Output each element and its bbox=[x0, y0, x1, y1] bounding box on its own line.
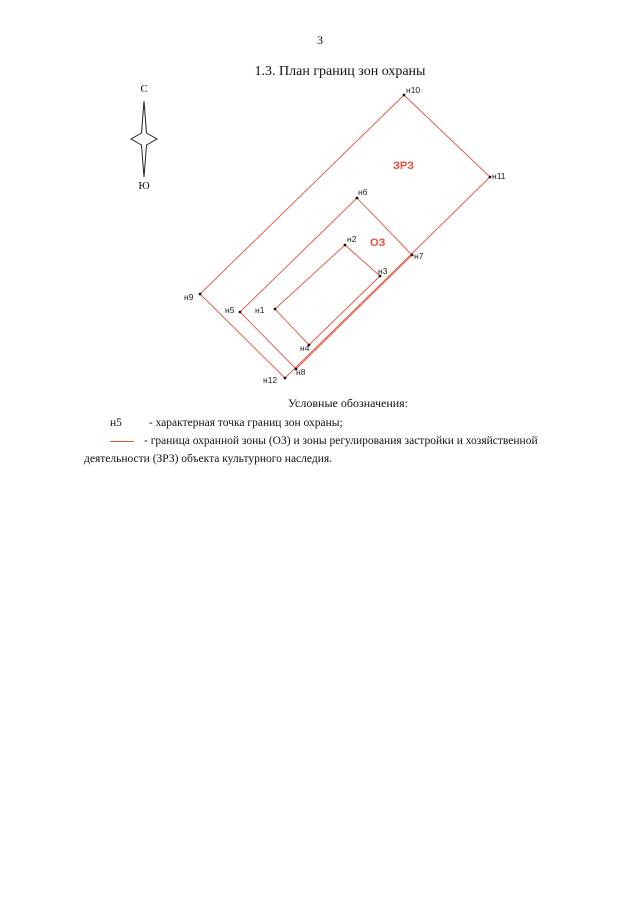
legend-line-desc-1: - граница охранной зоны (ОЗ) и зоны регулирования застройки и хозяйственной bbox=[144, 435, 538, 447]
zone-boundary-plan bbox=[0, 0, 640, 400]
point-label-n11: н11 bbox=[492, 171, 506, 181]
zone-label-oz: ОЗ bbox=[370, 237, 386, 249]
legend-point-row bbox=[110, 415, 343, 431]
point-label-n9: н9 bbox=[184, 292, 194, 302]
zone-label-zrz: ЗРЗ bbox=[393, 160, 414, 172]
section-title: 1.3. План границ зон охраны bbox=[254, 64, 426, 79]
compass-north-label: С bbox=[140, 83, 148, 95]
oz-boundary bbox=[240, 198, 412, 369]
point-label-n1: н1 bbox=[255, 305, 265, 315]
legend-line-swatch bbox=[110, 441, 134, 442]
legend-line-desc-2: деятельности (ЗРЗ) объекта культурного наследия. bbox=[84, 453, 333, 465]
point-label-n4: н4 bbox=[300, 343, 310, 353]
point-label-n6: н6 bbox=[358, 187, 368, 197]
legend-line-row-continued bbox=[84, 451, 614, 467]
legend-heading: Условные обозначения: bbox=[288, 396, 409, 410]
legend-point-desc: - характерная точка границ зон охраны; bbox=[148, 417, 343, 429]
object-boundary bbox=[275, 245, 380, 345]
point-label-n7: н7 bbox=[414, 251, 424, 261]
point-label-n5: н5 bbox=[225, 305, 235, 315]
legend-line-row bbox=[110, 433, 610, 449]
point-label-n12: н12 bbox=[263, 375, 278, 385]
point-label-n8: н8 bbox=[296, 367, 306, 377]
compass-rose-icon bbox=[131, 101, 157, 177]
point-label-n3: н3 bbox=[378, 266, 388, 276]
compass-south-label: Ю bbox=[138, 180, 150, 192]
point-label-n2: н2 bbox=[347, 234, 357, 244]
legend-point-key: н5 bbox=[110, 417, 122, 429]
point-label-n10: н10 bbox=[406, 85, 421, 95]
page-number: 3 bbox=[317, 33, 323, 47]
zrz-boundary bbox=[200, 95, 490, 378]
